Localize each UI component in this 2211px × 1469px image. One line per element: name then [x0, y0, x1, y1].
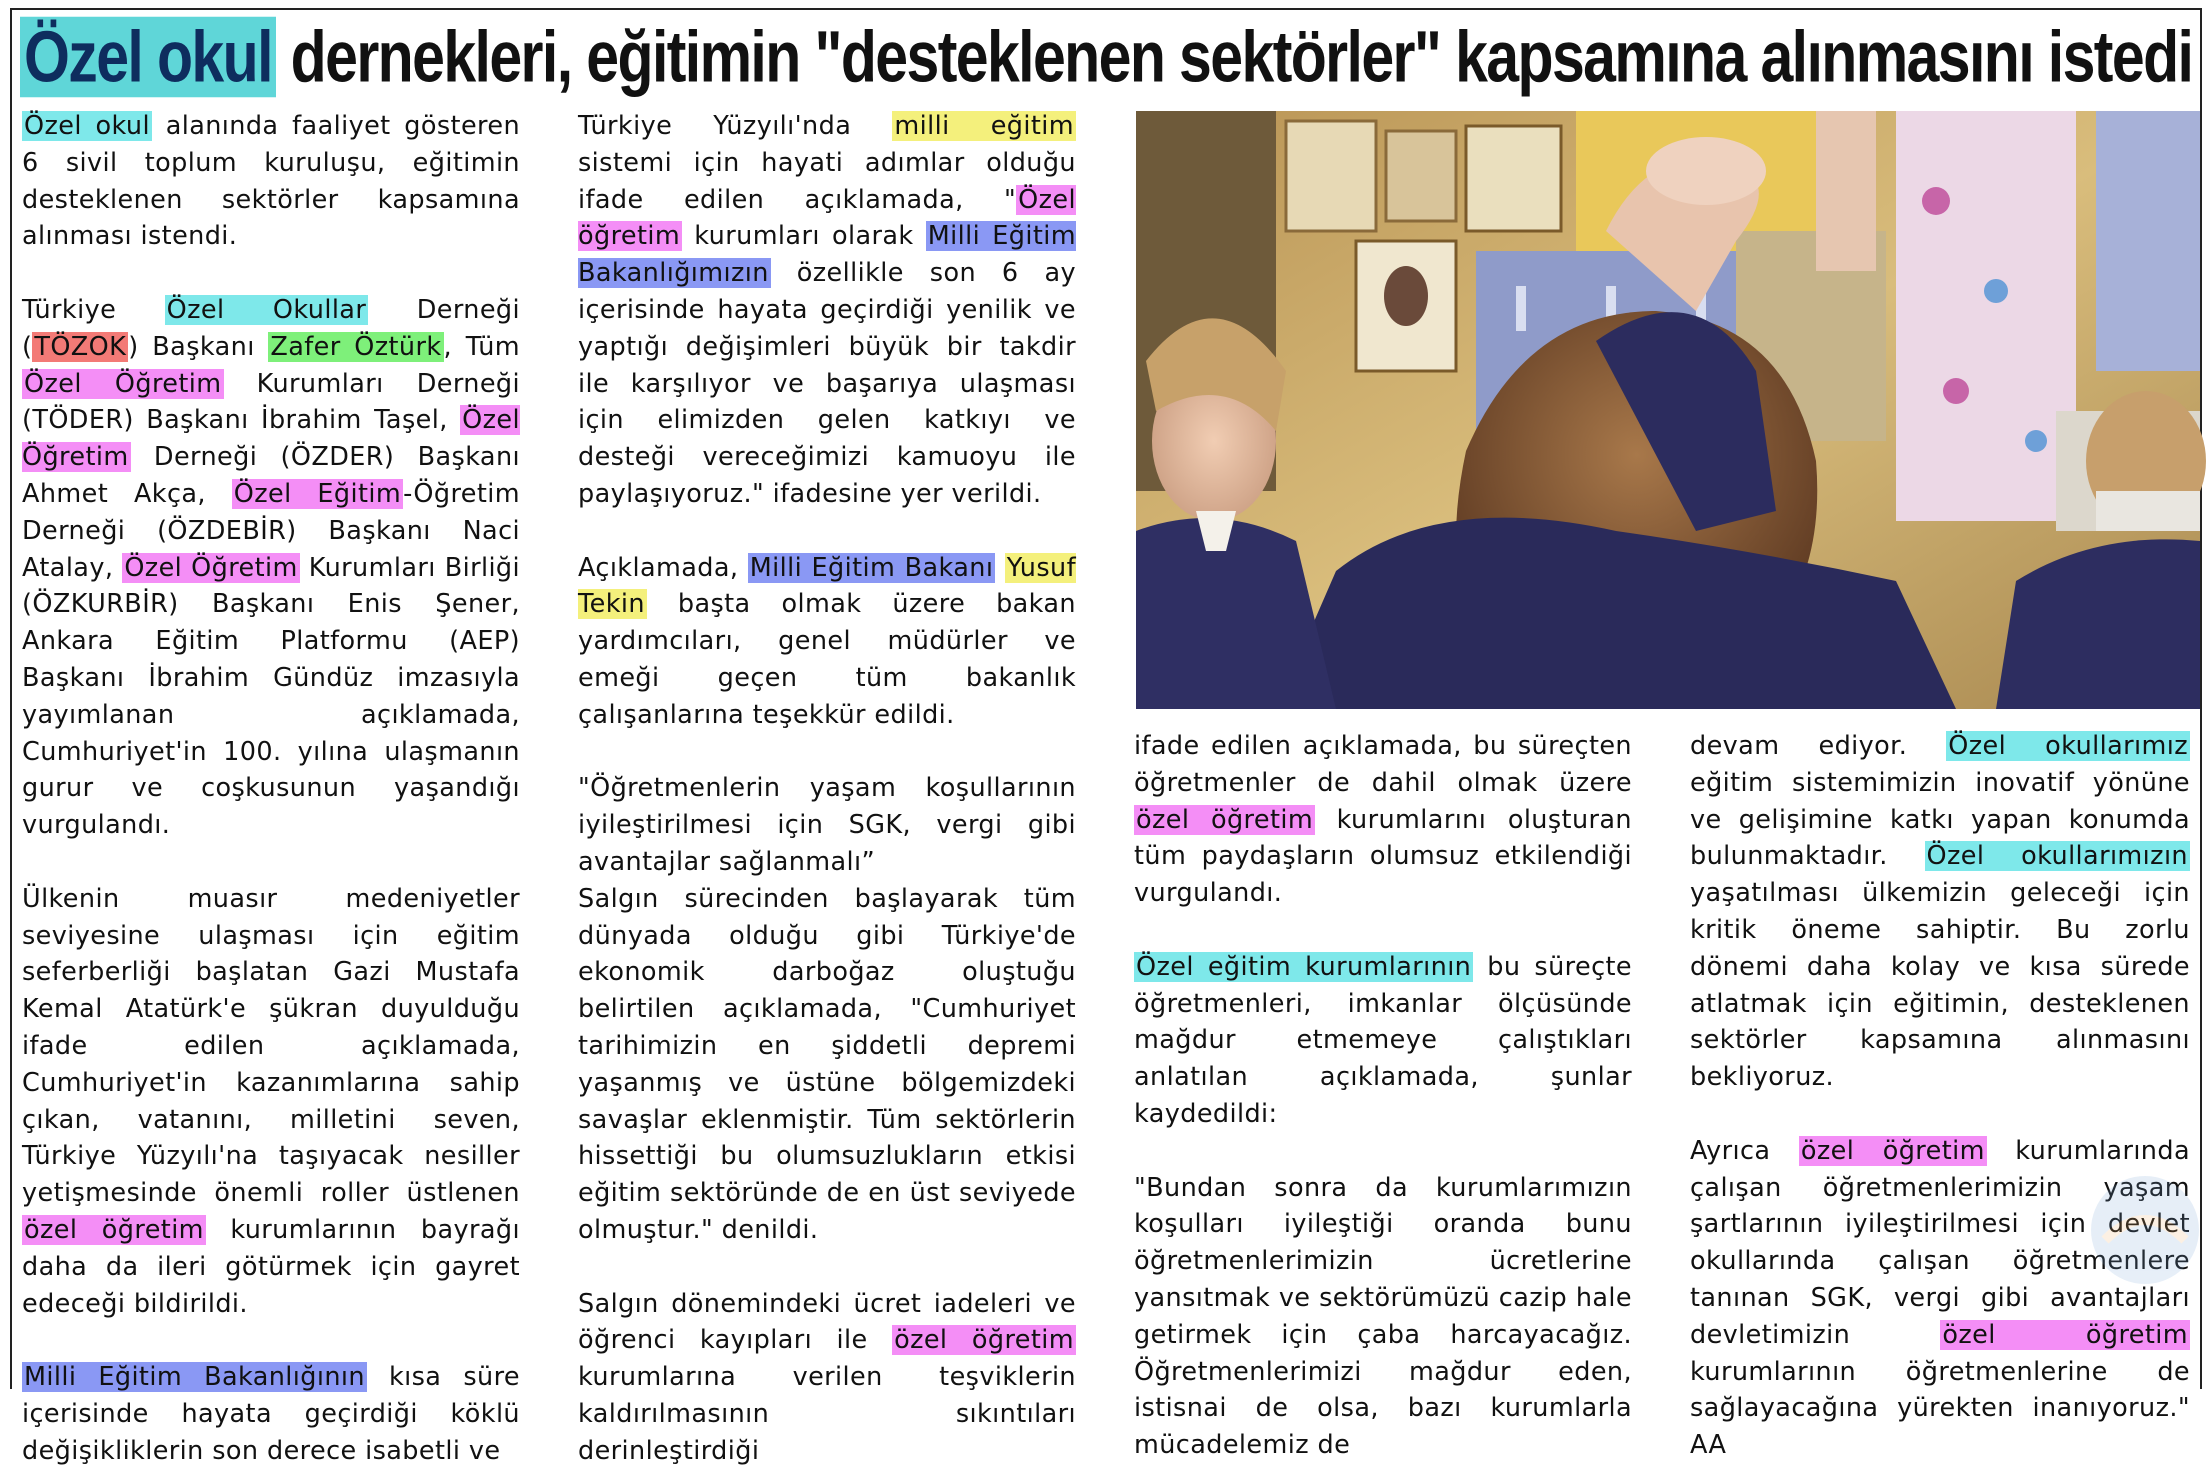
text-run: Salgın sürecinden başlayarak tüm dünyada olduğu gibi Türkiye'de ekonomik darboğaz oluştuğu belirtilen açıklamada, "Cumhuriyet tarihimizin en şiddetli depremi yaşanmış ve üstüne bölgemizdeki savaşlar eklenmiştir. Tüm sektörlerin hissettiği bu olumsuzlukların etkisi eğitim sektöründe de en üst seviyede olmuştur." denildi.	[578, 884, 1076, 1245]
watermark-logo-icon	[2085, 1170, 2205, 1290]
highlighted-term: Özel öğretim	[578, 185, 1076, 252]
highlighted-term: TÖZOK	[32, 332, 128, 362]
frame-left-border	[10, 8, 12, 1389]
highlighted-term: Özel Öğretim	[122, 553, 299, 583]
text-run: yaşatılması ülkemizin geleceği için kritik öneme sahiptir. Bu zorlu dönemi daha kolay ve kısa sürede atlatmak için eğitimin, desteklenen sektörler kapsamına alınmasını bekliyoruz.	[1690, 878, 2190, 1092]
cabinet-handle	[1516, 286, 1526, 331]
highlighted-term: Özel okullarımızın	[1925, 841, 2190, 871]
dress-flower	[1922, 187, 1950, 215]
poster	[1466, 126, 1561, 231]
highlighted-term: Milli Eğitim Bakanı	[748, 553, 996, 583]
highlighted-term: Milli Eğitim Bakanlığımızın	[578, 221, 1076, 288]
teacher-arm	[1816, 111, 1876, 271]
teacher-dress	[1896, 111, 2076, 521]
highlighted-term: özel öğretim	[1134, 805, 1315, 835]
highlighted-term: Özel okul	[22, 111, 152, 141]
highlighted-term: milli eğitim	[892, 111, 1076, 141]
paragraph	[578, 1286, 1076, 1469]
highlighted-term: Özel okullarımız	[1946, 731, 2190, 761]
highlighted-term: Özel Öğretim	[22, 369, 224, 399]
text-run: Açıklamada,	[578, 553, 748, 583]
dress-flower	[1943, 378, 1969, 404]
paragraph	[1134, 728, 1632, 912]
headline-accent: Özel okul	[20, 17, 276, 98]
poster	[1286, 121, 1376, 231]
dress-flower	[1984, 279, 2008, 303]
right-board	[2096, 111, 2200, 371]
subheading-quote	[578, 770, 1076, 880]
text-run: Salgın dönemindeki ücret iadeleri ve öğrenci kayıpları ile	[578, 1289, 1076, 1356]
paragraph	[22, 108, 520, 255]
hand-palm	[1646, 137, 1766, 205]
text-column-3	[1134, 728, 1632, 1464]
highlighted-term: Özel Eğitim	[232, 479, 403, 509]
highlighted-term: Yusuf Tekin	[578, 553, 1076, 620]
text-run: kurumlarının öğretmenlerine de sağlayacağına yürekten inanıyoruz." AA	[1690, 1357, 2190, 1461]
article-headline	[20, 2, 2200, 112]
text-run: bu süreçte öğretmenleri, imkanlar ölçüsünde mağdur etmemeye çalıştıkları anlatılan açıklamada, şunlar kaydedildi:	[1134, 952, 1632, 1129]
text-run: Derneği (ÖZDER) Başkanı Ahmet Akça,	[22, 442, 520, 509]
text-column-2	[578, 108, 1076, 1469]
text-run: devam ediyor.	[1690, 731, 1946, 761]
text-run	[995, 553, 1004, 583]
paragraph	[578, 550, 1076, 734]
highlighted-term: özel öğretim	[892, 1325, 1076, 1355]
classroom-photo	[1136, 111, 2200, 709]
paragraph	[1690, 728, 2190, 1096]
paragraph	[22, 292, 520, 844]
headline-rest: dernekleri, eğitimin "desteklenen sektörler" kapsamına alınmasını istedi	[276, 17, 2192, 98]
text-run: başta olmak üzere bakan yardımcıları, genel müdürler ve emeği geçen tüm bakanlık çalışanlarına teşekkür edildi.	[578, 589, 1076, 729]
highlighted-term: özel öğretim	[22, 1215, 206, 1245]
text-run: kurumlarında çalışan öğretmenlerimizin yaşam şartlarının iyileştirilmesi için devlet okullarında çalışan öğretmenlere tanınan SGK, vergi gibi avantajları devletimizin	[1690, 1136, 2190, 1350]
text-run: Kurumları Birliği (ÖZKURBİR) Başkanı Enis Şener, Ankara Eğitim Platformu (AEP) Başkanı İbrahim Gündüz imzasıyla yayımlanan açıklamada, Cumhuriyet'in 100. yılına ulaşmanın gurur ve coşkusunun yaşandığı vurgulandı.	[22, 553, 520, 841]
text-run: Türkiye	[22, 295, 165, 325]
text-run: ) Başkanı	[128, 332, 268, 362]
text-run: Ülkenin muasır medeniyetler seviyesine ulaşması için eğitim seferberliği başlatan Gazi Mustafa Kemal Atatürk'e şükran duyulduğu ifade edilen açıklamada, Cumhuriyet'in kazanımlarına sahip çıkan, vatanını, milletini seven, Türkiye Yüzyılı'na taşıyacak nesiller yetişmesinde önemli roller üstlenen	[22, 884, 520, 1208]
text-run: "Bundan sonra da kurumlarımızın koşulları iyileştiği oranda bunu öğretmenlerimizin ücretlerine yansıtmak ve sektörümüzü cazip hale getirmek için çaba harcayacağız. Öğretmenlerimizi mağdur eden, istisnai de olsa, bazı kurumlarla mücadelemiz de	[1134, 1173, 1632, 1461]
poster	[1386, 131, 1456, 221]
paragraph	[1134, 949, 1632, 1133]
text-run: eğitim sistemimizin inovatif yönüne ve gelişimine katkı yapan konumda bulunmaktadır.	[1690, 768, 2190, 872]
text-column-4	[1690, 728, 2190, 1464]
highlighted-term: Milli Eğitim Bakanlığının	[22, 1362, 367, 1392]
text-run: Ayrıca	[1690, 1136, 1799, 1166]
paragraph	[22, 881, 520, 1323]
text-run: Kurumları Derneği (TÖDER) Başkanı İbrahim Taşel,	[22, 369, 520, 436]
text-run: kurumları olarak	[682, 221, 926, 251]
text-column-1	[22, 108, 520, 1469]
text-run: , Tüm	[444, 332, 520, 362]
text-run: "Öğretmenlerin yaşam koşullarının iyileştirilmesi için SGK, vergi gibi avantajlar sağlanmalı”	[578, 773, 1076, 877]
text-run: kurumlarına verilen teşviklerin kaldırılmasının sıkıntıları derinleştirdiği	[578, 1362, 1076, 1466]
text-run: ifade edilen açıklamada, bu süreçten öğretmenler de dahil olmak üzere	[1134, 731, 1632, 798]
text-run: kısa süre içerisinde hayata geçirdiği köklü değişikliklerin son derece isabetli ve	[22, 1362, 520, 1466]
paragraph	[22, 1359, 520, 1469]
paper-on-desk	[2096, 491, 2200, 531]
text-run: sistemi için hayati adımlar olduğu ifade edilen açıklamada, "	[578, 148, 1076, 215]
dress-flower	[2025, 430, 2047, 452]
text-run: kurumlarını oluşturan tüm paydaşların olumsuz etkilendiği vurgulandı.	[1134, 805, 1632, 909]
picture-figure	[1384, 266, 1428, 326]
text-run: özellikle son 6 ay içerisinde hayata geçirdiği yenilik ve yaptığı değişimleri büyük bir takdir ile karşılıyor ve başarıya ulaşması için elimizden gelen katkıyı ve desteği vereceğimizi kamuoyu ile paylaşıyoruz." ifadesine yer verildi.	[578, 258, 1076, 509]
paragraph	[578, 881, 1076, 1249]
text-run: Derneği (	[22, 295, 520, 362]
highlighted-term: Özel Öğretim	[22, 405, 520, 472]
text-run: -Öğretim Derneği (ÖZDEBİR) Başkanı Naci Atalay,	[22, 479, 520, 583]
text-run: kurumlarının bayrağı daha da ileri götürmek için gayret edeceği bildirildi.	[22, 1215, 520, 1319]
highlighted-term: özel öğretim	[1799, 1136, 1987, 1166]
highlighted-term: Özel Okullar	[165, 295, 369, 325]
text-run: alanında faaliyet gösteren 6 sivil toplum kuruluşu, eğitimin desteklenen sektörler kapsamına alınması istendi.	[22, 111, 520, 251]
highlighted-term: özel öğretim	[1940, 1320, 2190, 1350]
highlighted-term: Özel eğitim kurumlarının	[1134, 952, 1473, 982]
highlighted-term: Zafer Öztürk	[268, 332, 443, 362]
paragraph	[578, 108, 1076, 513]
text-run: Türkiye Yüzyılı'nda	[578, 111, 892, 141]
paragraph	[1134, 1170, 1632, 1464]
